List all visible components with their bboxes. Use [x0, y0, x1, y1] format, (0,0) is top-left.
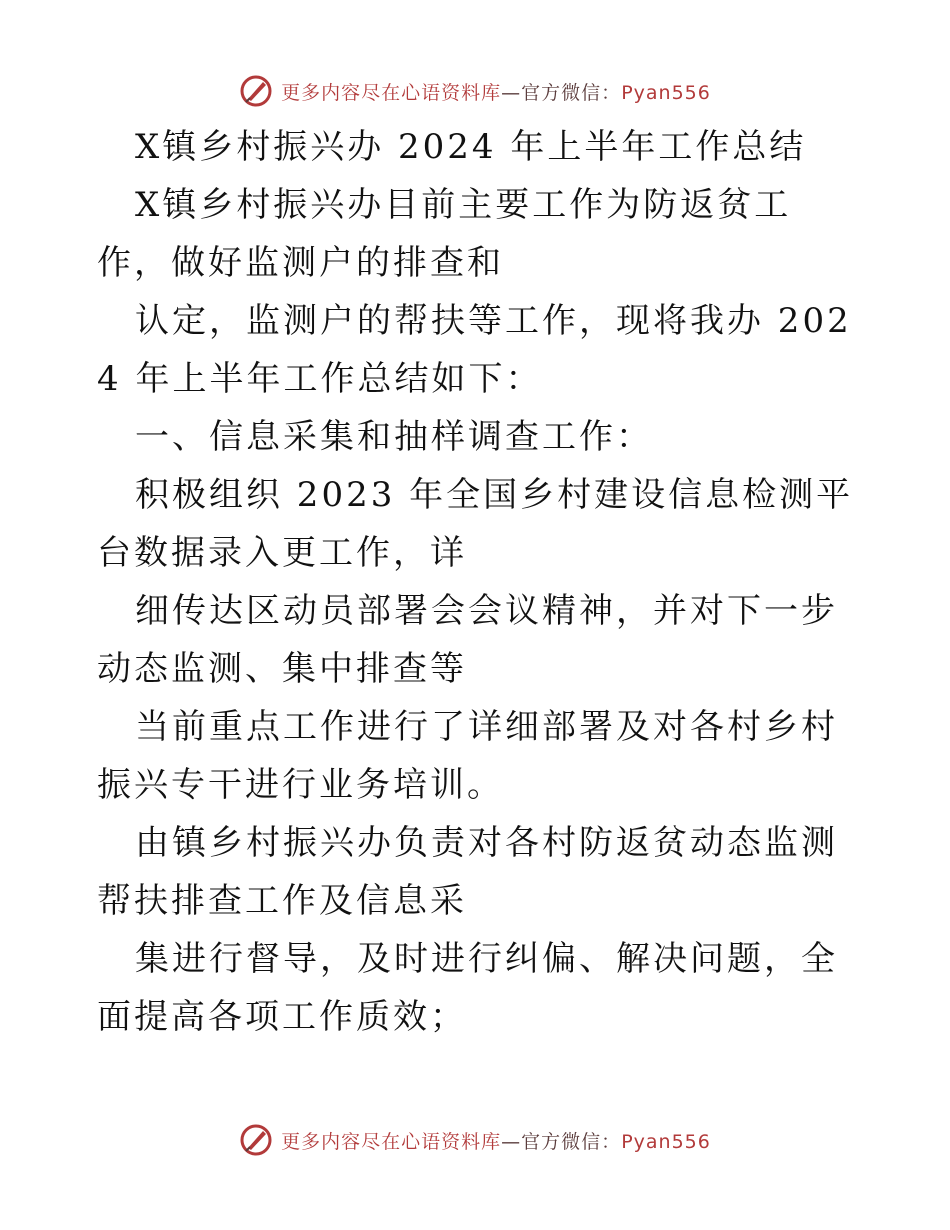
watermark-text	[281, 1127, 711, 1154]
paragraph: X镇乡村振兴办目前主要工作为防返贫工作，做好监测户的排查和	[97, 185, 792, 283]
paragraph: 当前重点工作进行了详细部署及对各村乡村振兴专干进行业务培训。	[97, 707, 838, 805]
watermark-id: Pyan556	[621, 1130, 711, 1153]
header-watermark	[0, 71, 950, 111]
document-title: X镇乡村振兴办 2024 年上半年工作总结	[135, 127, 807, 167]
watermark-main: 更多内容尽在心语资料库	[281, 1130, 502, 1153]
paragraph: 认定，监测户的帮扶等工作，现将我办 2024 年上半年工作总结如下：	[97, 301, 852, 399]
paragraph: 集进行督导，及时进行纠偏、解决问题，全面提高各项工作质效；	[97, 939, 838, 1037]
quill-seal-icon	[239, 74, 273, 108]
quill-seal-icon	[239, 1123, 273, 1157]
section-heading: 一、信息采集和抽样调查工作：	[135, 417, 653, 457]
watermark-sep: —官方微信：	[501, 1130, 622, 1153]
watermark-text	[281, 78, 711, 105]
watermark-main: 更多内容尽在心语资料库	[281, 81, 502, 104]
paragraph: 由镇乡村振兴办负责对各村防返贫动态监测帮扶排查工作及信息采	[97, 823, 838, 921]
watermark-sep: —官方微信：	[501, 81, 622, 104]
watermark-id: Pyan556	[621, 81, 711, 104]
paragraph: 细传达区动员部署会会议精神，并对下一步动态监测、集中排查等	[97, 591, 838, 689]
footer-watermark	[0, 1120, 950, 1160]
paragraph: 积极组织 2023 年全国乡村建设信息检测平台数据录入更工作，详	[97, 475, 854, 573]
document-body	[97, 118, 857, 1046]
